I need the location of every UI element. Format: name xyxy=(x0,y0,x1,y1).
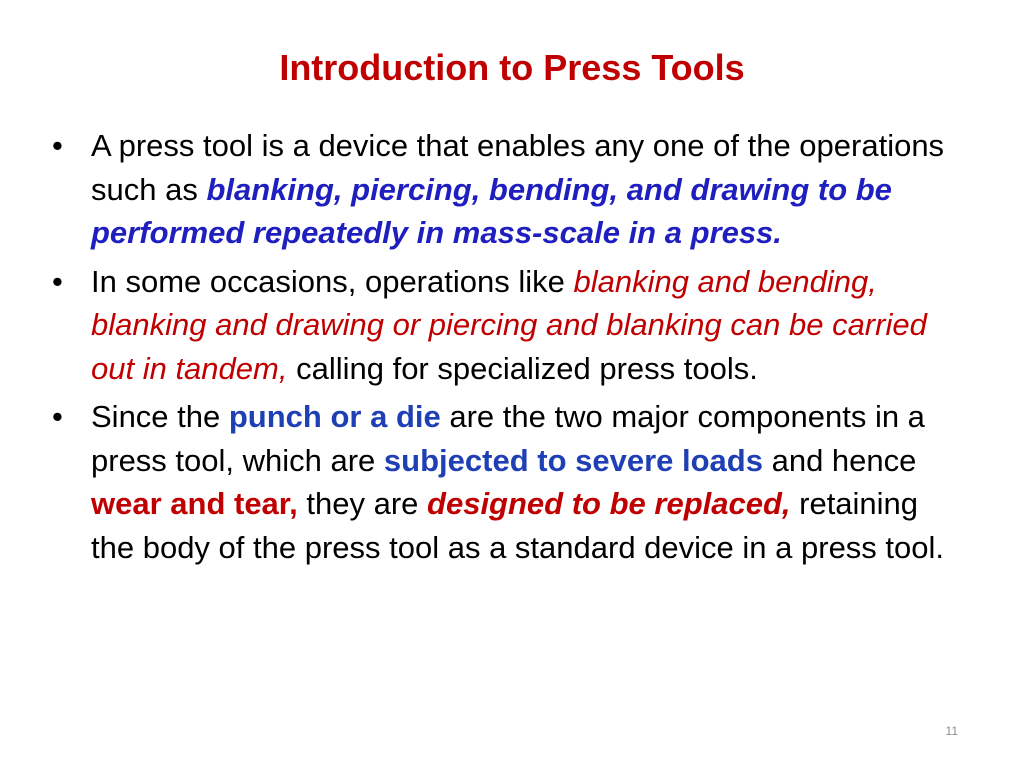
bullet-3-emphasis-wear: wear and tear, xyxy=(91,486,298,521)
bullet-3-emphasis-punch-die: punch or a die xyxy=(228,399,441,434)
bullet-marker: • xyxy=(52,263,63,299)
bullet-3-emphasis-loads: subjected to severe loads xyxy=(383,442,763,478)
bullet-list xyxy=(48,124,968,574)
bullet-item-1 xyxy=(48,124,968,255)
bullet-item-3 xyxy=(48,395,968,569)
bullet-3-text-3: and hence xyxy=(762,442,917,478)
bullet-3-emphasis-replaced: designed to be replaced, xyxy=(427,486,791,521)
bullet-marker: • xyxy=(52,128,63,163)
bullet-3-text-2: are the two major components in a press tool, which are xyxy=(91,399,925,478)
bullet-2-text-end: calling for specialized press tools. xyxy=(287,350,758,386)
bullet-2-text-start: In some occasions, operations like xyxy=(91,263,574,299)
page-number: 11 xyxy=(945,724,958,738)
bullet-3-text-4: they are xyxy=(297,486,428,521)
bullet-1-emphasis: blanking, piercing, bending, and drawing to be performed repeatedly in mass-scale in a press. xyxy=(91,171,892,250)
bullet-item-2 xyxy=(48,260,968,391)
bullet-3-text-5: retaining the body of the press tool as a standard device in a press tool. xyxy=(91,486,945,565)
bullet-marker: • xyxy=(52,399,63,434)
slide-title: Introduction to Press Tools xyxy=(279,47,745,88)
bullet-1-text: A press tool is a device that enables any one of the operations such as xyxy=(91,128,945,207)
bullet-2-emphasis: blanking and bending, blanking and drawing or piercing and blanking can be carried out in tandem, xyxy=(91,263,927,386)
bullet-3-text-1: Since the xyxy=(91,399,229,434)
